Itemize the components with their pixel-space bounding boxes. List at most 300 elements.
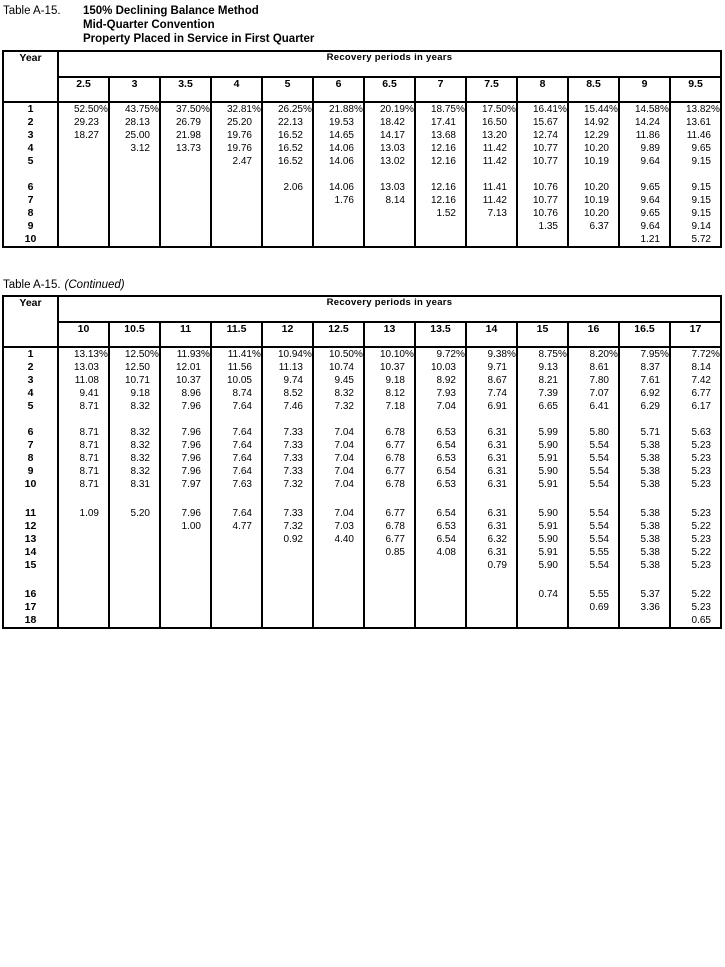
table-cell-value bbox=[620, 426, 669, 439]
percent-sign bbox=[150, 116, 159, 129]
value-text: 6.78 bbox=[385, 479, 405, 490]
percent-sign bbox=[150, 478, 159, 491]
period-column-7 bbox=[415, 102, 466, 247]
table-cell-value bbox=[59, 348, 108, 361]
table-cell-value bbox=[314, 614, 363, 627]
value-text: 1.76 bbox=[334, 195, 354, 206]
value-text: 16.41 bbox=[532, 104, 558, 115]
table-cell-value bbox=[569, 207, 618, 220]
year-label: 8 bbox=[27, 207, 34, 219]
percent-sign bbox=[201, 129, 210, 142]
value-text: 11.42 bbox=[482, 156, 507, 167]
percent-sign bbox=[609, 142, 618, 155]
table-cell-value bbox=[671, 601, 720, 614]
value-text: 3.36 bbox=[640, 602, 660, 613]
year-label: 11 bbox=[24, 507, 37, 519]
value-text: 5.38 bbox=[640, 534, 660, 545]
percent-sign bbox=[456, 439, 465, 452]
table-cell-value bbox=[314, 181, 363, 194]
table-cell-value bbox=[263, 400, 312, 413]
value-text: 14.06 bbox=[328, 182, 354, 193]
period-header: 17 bbox=[670, 322, 721, 347]
percent-sign bbox=[201, 465, 210, 478]
percent-sign bbox=[99, 233, 108, 246]
table-cell-value bbox=[518, 387, 567, 400]
year-label: 16 bbox=[24, 588, 37, 600]
value-text: 1.52 bbox=[436, 208, 456, 219]
percent-sign: % bbox=[660, 349, 669, 360]
table-cell-value bbox=[110, 452, 159, 465]
table-cell-value bbox=[110, 361, 159, 374]
table-cell-value bbox=[59, 181, 108, 194]
table-cell-value bbox=[110, 155, 159, 168]
table-cell-value bbox=[314, 142, 363, 155]
group-gap bbox=[59, 572, 108, 588]
percent-sign bbox=[711, 465, 720, 478]
table-cell-value bbox=[365, 614, 414, 627]
table-cell-value bbox=[569, 129, 618, 142]
value-text: 10.20 bbox=[583, 182, 609, 193]
table-cell-value bbox=[620, 439, 669, 452]
table-cell-value bbox=[263, 348, 312, 361]
table-cell-value bbox=[263, 220, 312, 233]
table-cell-value bbox=[620, 601, 669, 614]
table-cell-value bbox=[467, 588, 516, 601]
value-text: 0.74 bbox=[538, 589, 558, 600]
percent-sign bbox=[252, 559, 261, 572]
percent-sign bbox=[660, 207, 669, 220]
table-cell-value bbox=[620, 478, 669, 491]
value-text: 6.78 bbox=[385, 453, 405, 464]
value-text: 3.12 bbox=[130, 143, 150, 154]
value-text: 13.20 bbox=[481, 130, 507, 141]
table-cell-value bbox=[569, 400, 618, 413]
value-text: 43.75 bbox=[124, 104, 150, 115]
percent-sign bbox=[252, 546, 261, 559]
percent-sign bbox=[201, 507, 210, 520]
period-column-10 bbox=[58, 347, 109, 628]
percent-sign: % bbox=[303, 104, 312, 115]
percent-sign bbox=[456, 520, 465, 533]
group-gap bbox=[161, 491, 210, 507]
value-text: 5.91 bbox=[538, 479, 558, 490]
percent-sign bbox=[201, 439, 210, 452]
value-text: 6.65 bbox=[538, 401, 558, 412]
percent-sign bbox=[660, 361, 669, 374]
percent-sign bbox=[507, 426, 516, 439]
year-column-header: Year bbox=[3, 51, 58, 102]
value-text: 14.24 bbox=[634, 117, 660, 128]
value-text: 6.92 bbox=[640, 388, 660, 399]
table-cell-value bbox=[59, 601, 108, 614]
table-cell-value bbox=[416, 546, 465, 559]
value-text: 7.64 bbox=[232, 427, 252, 438]
table-cell-value bbox=[671, 142, 720, 155]
table-cell-value bbox=[161, 533, 210, 546]
table-cell-value bbox=[212, 361, 261, 374]
percent-sign bbox=[711, 142, 720, 155]
percent-sign bbox=[201, 400, 210, 413]
percent-sign bbox=[201, 155, 210, 168]
table-cell-value bbox=[59, 207, 108, 220]
percent-sign bbox=[456, 426, 465, 439]
table-cell-value bbox=[59, 220, 108, 233]
percent-sign bbox=[303, 546, 312, 559]
table-cell-value bbox=[212, 478, 261, 491]
group-gap bbox=[416, 491, 465, 507]
percent-sign bbox=[660, 220, 669, 233]
value-text: 11.56 bbox=[227, 362, 252, 373]
value-text: 9.38 bbox=[487, 349, 507, 360]
table-cell-value bbox=[212, 387, 261, 400]
percent-sign bbox=[558, 155, 567, 168]
table-cell-value bbox=[110, 478, 159, 491]
percent-sign bbox=[660, 387, 669, 400]
percent-sign bbox=[405, 116, 414, 129]
percent-sign bbox=[252, 194, 261, 207]
table-cell-value bbox=[467, 400, 516, 413]
percent-sign bbox=[303, 465, 312, 478]
year-label: 12 bbox=[24, 520, 37, 532]
table-cell-value bbox=[110, 426, 159, 439]
percent-sign bbox=[609, 207, 618, 220]
table-cell-value bbox=[59, 374, 108, 387]
table-cell-value bbox=[365, 601, 414, 614]
value-text: 8.31 bbox=[130, 479, 150, 490]
value-text: 6.54 bbox=[436, 440, 456, 451]
period-header: 14 bbox=[466, 322, 517, 347]
table-cell-value bbox=[467, 507, 516, 520]
table-cell-value bbox=[314, 129, 363, 142]
table-cell-value bbox=[671, 614, 720, 627]
value-text: 18.75 bbox=[430, 104, 456, 115]
table-cell-value bbox=[161, 452, 210, 465]
value-text: 2.47 bbox=[232, 156, 252, 167]
percent-sign bbox=[252, 426, 261, 439]
table-cell-value bbox=[569, 533, 618, 546]
percent-sign bbox=[303, 507, 312, 520]
value-text: 26.25 bbox=[277, 104, 303, 115]
table-cell-value bbox=[212, 142, 261, 155]
table-cell-value bbox=[569, 361, 618, 374]
table-cell-value bbox=[314, 601, 363, 614]
year-label: 17 bbox=[24, 601, 37, 613]
percent-sign bbox=[354, 116, 363, 129]
percent-sign bbox=[558, 400, 567, 413]
value-text: 7.04 bbox=[436, 401, 456, 412]
percent-sign bbox=[99, 181, 108, 194]
table-cell-value bbox=[671, 181, 720, 194]
table-cell-value bbox=[620, 220, 669, 233]
value-text: 7.95 bbox=[640, 349, 660, 360]
percent-sign bbox=[711, 400, 720, 413]
percent-sign bbox=[711, 439, 720, 452]
depreciation-table-part2-container bbox=[2, 295, 725, 629]
percent-sign bbox=[711, 374, 720, 387]
value-text: 8.71 bbox=[79, 479, 99, 490]
percent-sign: % bbox=[303, 349, 312, 360]
value-text: 7.96 bbox=[181, 453, 201, 464]
table-cell-value bbox=[110, 348, 159, 361]
period-header-row bbox=[3, 322, 721, 347]
year-label: 14 bbox=[24, 546, 37, 558]
table-cell-value bbox=[416, 507, 465, 520]
percent-sign bbox=[558, 207, 567, 220]
percent-sign bbox=[252, 533, 261, 546]
percent-sign bbox=[201, 207, 210, 220]
value-text: 13.03 bbox=[73, 362, 99, 373]
table-cell-value bbox=[263, 142, 312, 155]
group-gap bbox=[365, 572, 414, 588]
period-header: 7.5 bbox=[466, 77, 517, 102]
table-cell-value bbox=[569, 559, 618, 572]
group-gap bbox=[671, 572, 720, 588]
table-cell-value bbox=[263, 507, 312, 520]
percent-sign bbox=[711, 559, 720, 572]
percent-sign bbox=[456, 546, 465, 559]
percent-sign bbox=[456, 374, 465, 387]
table-cell-value bbox=[620, 194, 669, 207]
percent-sign bbox=[99, 588, 108, 601]
percent-sign bbox=[456, 220, 465, 233]
table-cell-value bbox=[671, 465, 720, 478]
value-text: 5.23 bbox=[691, 466, 711, 477]
table-cell-value bbox=[467, 387, 516, 400]
group-gap bbox=[671, 413, 720, 426]
percent-sign bbox=[456, 116, 465, 129]
table-cell-value bbox=[314, 233, 363, 246]
value-text: 10.77 bbox=[532, 156, 558, 167]
table-cell-value bbox=[569, 520, 618, 533]
percent-sign bbox=[303, 439, 312, 452]
percent-sign bbox=[660, 520, 669, 533]
table-cell-value bbox=[161, 546, 210, 559]
percent-sign bbox=[99, 478, 108, 491]
value-text: 5.63 bbox=[691, 427, 711, 438]
table-cell-value bbox=[110, 546, 159, 559]
table-cell-value bbox=[416, 465, 465, 478]
value-text: 12.01 bbox=[175, 362, 201, 373]
year-column bbox=[3, 102, 58, 247]
percent-sign bbox=[252, 142, 261, 155]
percent-sign: % bbox=[660, 104, 669, 115]
percent-sign bbox=[405, 181, 414, 194]
value-text: 10.77 bbox=[532, 143, 558, 154]
percent-sign bbox=[354, 374, 363, 387]
value-text: 8.74 bbox=[232, 388, 252, 399]
group-gap bbox=[620, 413, 669, 426]
table-cell-value bbox=[59, 452, 108, 465]
table-cell-value bbox=[518, 559, 567, 572]
table-cell-value bbox=[212, 233, 261, 246]
percent-sign bbox=[456, 155, 465, 168]
table-cell-value bbox=[212, 439, 261, 452]
percent-sign: % bbox=[507, 349, 516, 360]
value-text: 9.64 bbox=[640, 195, 660, 206]
value-text: 6.53 bbox=[436, 453, 456, 464]
value-text: 9.65 bbox=[640, 208, 660, 219]
table-cell-value bbox=[212, 348, 261, 361]
value-text: 10.74 bbox=[328, 362, 354, 373]
group-gap bbox=[518, 491, 567, 507]
value-text: 9.74 bbox=[283, 375, 303, 386]
percent-sign bbox=[660, 426, 669, 439]
value-text: 6.32 bbox=[487, 534, 507, 545]
percent-sign bbox=[252, 181, 261, 194]
percent-sign: % bbox=[456, 349, 465, 360]
value-text: 11.41 bbox=[482, 182, 507, 193]
percent-sign bbox=[201, 220, 210, 233]
percent-sign bbox=[201, 546, 210, 559]
value-text: 9.65 bbox=[640, 182, 660, 193]
percent-sign: % bbox=[99, 349, 108, 360]
percent-sign bbox=[252, 439, 261, 452]
group-gap bbox=[161, 572, 210, 588]
value-text: 8.14 bbox=[385, 195, 405, 206]
value-text: 5.54 bbox=[589, 453, 609, 464]
table-cell-value bbox=[569, 348, 618, 361]
value-text: 7.64 bbox=[232, 453, 252, 464]
period-header: 4 bbox=[211, 77, 262, 102]
value-text: 5.90 bbox=[538, 560, 558, 571]
value-text: 7.39 bbox=[538, 388, 558, 399]
value-text: 17.50 bbox=[481, 104, 507, 115]
group-gap bbox=[263, 491, 312, 507]
table-cell-value bbox=[467, 103, 516, 116]
table-cell-value bbox=[212, 181, 261, 194]
value-text: 22.13 bbox=[277, 117, 303, 128]
table-cell-value bbox=[59, 103, 108, 116]
value-text: 6.53 bbox=[436, 427, 456, 438]
percent-sign bbox=[405, 220, 414, 233]
percent-sign bbox=[711, 588, 720, 601]
value-text: 6.78 bbox=[385, 427, 405, 438]
percent-sign bbox=[609, 439, 618, 452]
year-column bbox=[3, 347, 58, 628]
percent-sign bbox=[609, 400, 618, 413]
table-cell-value bbox=[59, 387, 108, 400]
table-cell-value bbox=[263, 387, 312, 400]
percent-sign: % bbox=[201, 104, 210, 115]
table-cell-value bbox=[620, 559, 669, 572]
table-cell-value bbox=[212, 465, 261, 478]
group-gap bbox=[59, 168, 108, 181]
percent-sign bbox=[405, 387, 414, 400]
percent-sign bbox=[711, 533, 720, 546]
period-column-14 bbox=[466, 347, 517, 628]
percent-sign bbox=[609, 601, 618, 614]
value-text: 21.88 bbox=[328, 104, 354, 115]
value-text: 1.21 bbox=[640, 234, 660, 245]
percent-sign bbox=[507, 507, 516, 520]
table-cell-value bbox=[263, 601, 312, 614]
percent-sign bbox=[354, 181, 363, 194]
percent-sign bbox=[660, 129, 669, 142]
value-text: 6.53 bbox=[436, 521, 456, 532]
percent-sign bbox=[150, 220, 159, 233]
percent-sign bbox=[558, 614, 567, 627]
table-cell-value bbox=[365, 116, 414, 129]
period-header: 12 bbox=[262, 322, 313, 347]
percent-sign bbox=[711, 361, 720, 374]
table-cell-value bbox=[518, 400, 567, 413]
table-cell-value bbox=[263, 465, 312, 478]
value-text: 6.54 bbox=[436, 534, 456, 545]
value-text: 5.38 bbox=[640, 547, 660, 558]
percent-sign bbox=[711, 129, 720, 142]
percent-sign bbox=[201, 387, 210, 400]
percent-sign bbox=[660, 439, 669, 452]
group-gap bbox=[110, 168, 159, 181]
value-text: 0.69 bbox=[589, 602, 609, 613]
group-gap bbox=[569, 572, 618, 588]
table-cell-value bbox=[212, 220, 261, 233]
table-cell-value bbox=[110, 507, 159, 520]
year-label: 2 bbox=[27, 361, 34, 373]
value-text: 12.16 bbox=[430, 143, 456, 154]
value-text: 8.71 bbox=[79, 427, 99, 438]
period-column-3.5 bbox=[160, 102, 211, 247]
table-cell-value bbox=[467, 478, 516, 491]
title-line-quarter: Property Placed in Service in First Quarter bbox=[83, 33, 315, 45]
percent-sign bbox=[711, 601, 720, 614]
value-text: 10.76 bbox=[532, 208, 558, 219]
percent-sign bbox=[507, 400, 516, 413]
table-cell-value bbox=[620, 129, 669, 142]
percent-sign bbox=[303, 220, 312, 233]
table-cell-value bbox=[671, 559, 720, 572]
table-cell-value bbox=[416, 116, 465, 129]
table-cell-value bbox=[569, 614, 618, 627]
value-text: 8.92 bbox=[436, 375, 456, 386]
value-text: 6.31 bbox=[487, 547, 507, 558]
table-cell-value bbox=[569, 103, 618, 116]
percent-sign bbox=[609, 181, 618, 194]
percent-sign bbox=[660, 614, 669, 627]
table-cell-value bbox=[671, 478, 720, 491]
table-cell-value bbox=[59, 129, 108, 142]
value-text: 10.10 bbox=[379, 349, 405, 360]
percent-sign bbox=[252, 507, 261, 520]
percent-sign bbox=[660, 478, 669, 491]
table-cell-value bbox=[569, 181, 618, 194]
percent-sign bbox=[99, 546, 108, 559]
value-text: 5.54 bbox=[589, 560, 609, 571]
percent-sign bbox=[150, 452, 159, 465]
table-cell-value bbox=[620, 614, 669, 627]
table-cell-value bbox=[161, 426, 210, 439]
table-cell-value bbox=[518, 194, 567, 207]
value-text: 7.33 bbox=[283, 453, 303, 464]
table-cell-value bbox=[467, 361, 516, 374]
table-cell-value bbox=[212, 588, 261, 601]
percent-sign bbox=[609, 387, 618, 400]
group-gap bbox=[59, 413, 108, 426]
value-text: 37.50 bbox=[175, 104, 201, 115]
table-cell-value bbox=[620, 348, 669, 361]
percent-sign bbox=[609, 220, 618, 233]
group-gap bbox=[671, 491, 720, 507]
table-cell-value bbox=[314, 348, 363, 361]
period-column-11 bbox=[160, 347, 211, 628]
percent-sign bbox=[303, 601, 312, 614]
percent-sign bbox=[354, 233, 363, 246]
table-cell-value bbox=[161, 361, 210, 374]
group-gap bbox=[59, 491, 108, 507]
value-text: 9.89 bbox=[640, 143, 660, 154]
percent-sign bbox=[456, 614, 465, 627]
table-cell-value bbox=[416, 588, 465, 601]
